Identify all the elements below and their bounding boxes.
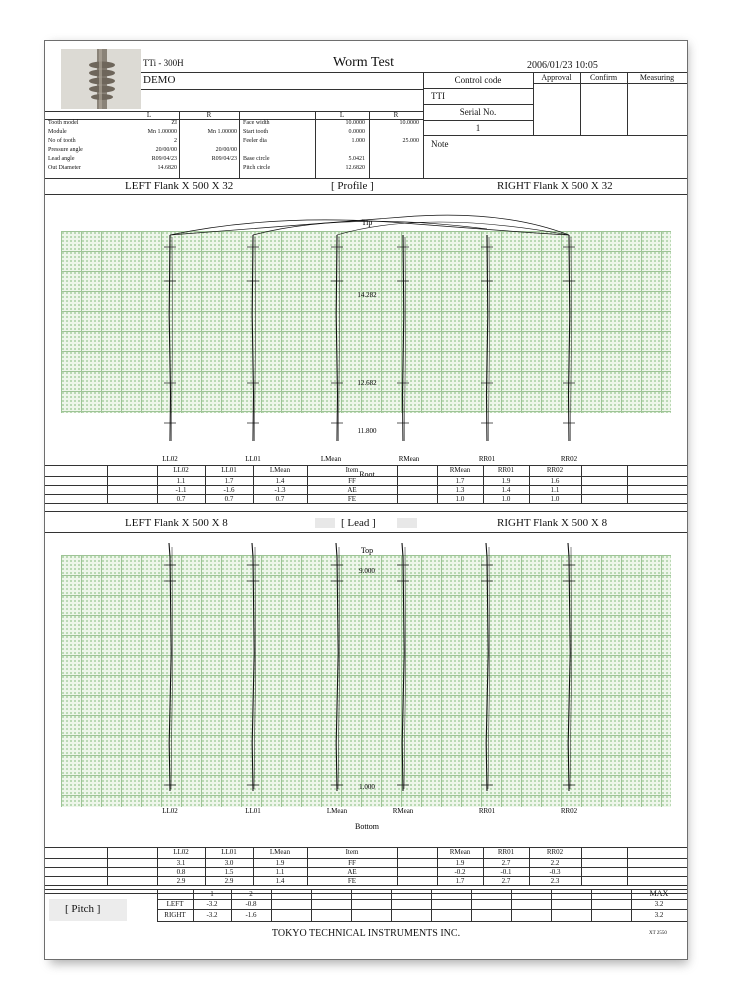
lead-top-label: Top [360, 546, 374, 555]
table-cell: 1.3 [455, 486, 465, 494]
profile-trace-2-alt [339, 237, 340, 441]
param-value: 12.6820 [345, 165, 365, 171]
table-header: RR01 [497, 466, 515, 474]
param-value: 14.6820 [157, 165, 177, 171]
serial-value: 1 [475, 123, 481, 133]
control-code-value: TTI [431, 91, 445, 101]
lead-trace-label: RMean [392, 807, 414, 815]
lead-trace-2 [336, 543, 338, 791]
report-sheet [44, 40, 688, 960]
pitch-col-1: 1 [210, 890, 214, 898]
param-value: 10.0000 [345, 120, 365, 126]
table-header: LL01 [221, 466, 237, 474]
table-cell: 1.1 [550, 486, 560, 494]
profile-trace-label: RR01 [478, 455, 496, 463]
report-title: Worm Test [333, 55, 395, 70]
table-header: LL02 [173, 466, 189, 474]
lead-trace-1 [252, 543, 254, 791]
pitch-right-v2: -1.6 [245, 911, 257, 919]
table-header: LMean [269, 848, 291, 856]
pitch-max-right: 3.2 [654, 911, 664, 919]
table-cell: FF [348, 859, 356, 867]
lead-trace-label: RR02 [560, 807, 578, 815]
lead-center-title-pad2 [397, 518, 417, 528]
param-label: Module [48, 129, 67, 135]
pitch-right-v1: -3.2 [206, 911, 218, 919]
profile-trace-4-alt [489, 237, 490, 441]
table-cell: FE [347, 495, 357, 503]
table-cell: 0.7 [224, 495, 234, 503]
table-cell: AE [347, 868, 357, 876]
table-cell: 1.7 [455, 477, 465, 485]
profile-tip-label: Tip [361, 218, 373, 227]
table-header: RR02 [546, 466, 564, 474]
table-header: LL01 [221, 848, 237, 856]
table-cell: 2.3 [550, 877, 560, 885]
profile-trace-label: LL02 [162, 455, 178, 463]
profile-trace-label: LMean [320, 455, 342, 463]
param-label: No of tooth [48, 138, 76, 144]
profile-right-title: RIGHT Flank X 500 X 32 [497, 180, 613, 192]
param-label: Tooth model [48, 120, 79, 126]
table-cell: FE [347, 877, 357, 885]
param-value: 20/00/00 [215, 147, 237, 153]
profile-trace-3 [403, 235, 404, 441]
lead-trace-label: LL01 [245, 807, 261, 815]
table-cell: -0.3 [549, 868, 561, 876]
table-cell: 2.9 [224, 877, 234, 885]
table-cell: 1.1 [275, 868, 285, 876]
table-cell: 1.7 [455, 877, 465, 885]
param-col-l: L [146, 111, 152, 119]
table-cell: 1.0 [501, 495, 511, 503]
profile-trace-label: RMean [398, 455, 420, 463]
note-label: Note [431, 139, 449, 149]
lead-center-title: [ Lead ] [341, 517, 376, 529]
lead-trace-0 [169, 543, 171, 791]
profile-root-label: Root [359, 470, 375, 479]
table-cell: -1.3 [274, 486, 286, 494]
table-cell: -1.6 [223, 486, 235, 494]
param-label: Base circle [243, 156, 270, 162]
profile-trace-1 [252, 235, 253, 441]
table-cell: -0.1 [500, 868, 512, 876]
table-cell: 2.2 [550, 859, 560, 867]
param-value: R09/04/23 [151, 156, 177, 162]
lead-marker: 9.000 [359, 567, 375, 575]
param-label: Lead angle [48, 156, 75, 162]
table-cell: 1.4 [275, 477, 285, 485]
param-value: 5.0421 [348, 156, 365, 162]
lead-right-title: RIGHT Flank X 500 X 8 [497, 517, 608, 529]
param-value: R09/04/23 [211, 156, 237, 162]
table-header: Item [345, 466, 359, 474]
serial-label: Serial No. [459, 107, 497, 117]
profile-marker: 12.682 [357, 379, 377, 387]
profile-trace-1-alt [255, 237, 256, 441]
param-col-l2: L [339, 111, 345, 119]
param-value: 25.000 [402, 138, 419, 144]
profile-trace-label: RR02 [560, 455, 578, 463]
lead-trace-label: RR01 [478, 807, 496, 815]
confirm-label: Confirm [589, 73, 618, 82]
profile-trace-0 [169, 235, 170, 441]
profile-trace-5 [569, 235, 570, 441]
measuring-label: Measuring [639, 73, 675, 82]
lead-trace-4 [486, 543, 488, 791]
lead-center-title-pad [315, 518, 335, 528]
param-col-r: R [206, 111, 212, 119]
table-header: Item [345, 848, 359, 856]
table-cell: 1.4 [275, 877, 285, 885]
profile-trace-0-alt [172, 237, 173, 441]
profile-center-title: [ Profile ] [331, 180, 374, 192]
table-cell: AE [347, 486, 357, 494]
param-label: Pitch circle [243, 165, 271, 171]
table-cell: 2.7 [501, 877, 511, 885]
table-cell: 1.0 [550, 495, 560, 503]
approval-label: Approval [541, 73, 572, 82]
param-value: 10.0000 [399, 120, 419, 126]
lead-marker: 1.000 [359, 783, 375, 791]
profile-trace-2 [336, 235, 337, 441]
control-code-label: Control code [454, 75, 502, 85]
lead-trace-3 [402, 543, 404, 791]
lead-trace-5 [568, 543, 570, 791]
param-label: Feeler dia [243, 138, 267, 144]
lead-trace-label: LMean [326, 807, 348, 815]
part-name: DEMO [143, 74, 176, 86]
report-datetime: 2006/01/23 10:05 [527, 60, 598, 71]
table-cell: 1.0 [455, 495, 465, 503]
table-cell: 1.6 [550, 477, 560, 485]
table-cell: 1.5 [224, 868, 234, 876]
table-cell: FF [348, 477, 356, 485]
table-cell: 2.9 [176, 877, 186, 885]
table-header: LMean [269, 466, 291, 474]
param-value: ZI [171, 120, 177, 126]
table-cell: 0.7 [176, 495, 186, 503]
lead-trace-label: LL02 [162, 807, 178, 815]
param-label: Pressure angle [48, 147, 83, 153]
table-cell: 1.9 [501, 477, 511, 485]
param-col-r2: R [393, 111, 399, 119]
pitch-max-label: MAX [649, 889, 669, 898]
lead-bottom-label: Bottom [354, 822, 380, 831]
param-value: 2 [174, 138, 177, 144]
profile-trace-4 [487, 235, 488, 441]
profile-left-title: LEFT Flank X 500 X 32 [125, 180, 234, 192]
lead-chart [45, 533, 687, 833]
param-label: Out Diameter [48, 165, 81, 171]
table-header: RMean [449, 848, 471, 856]
profile-marker: 14.282 [357, 291, 377, 299]
param-value: 20/00/00 [155, 147, 177, 153]
table-cell: 1.7 [224, 477, 234, 485]
machine-model: TTi - 300H [143, 58, 184, 68]
table-header: RR01 [497, 848, 515, 856]
footer-code: XT 2550 [649, 931, 667, 936]
table-cell: -0.2 [454, 868, 466, 876]
profile-marker: 11.800 [357, 427, 377, 435]
param-label: Start tooth [243, 129, 269, 135]
param-value: Mn 1.00000 [207, 129, 237, 135]
pitch-left-v2: -0.8 [245, 900, 257, 908]
pitch-left-label: LEFT [166, 900, 184, 908]
pitch-right-label: RIGHT [164, 911, 186, 919]
worm-photo [61, 49, 141, 109]
table-cell: 1.1 [176, 477, 186, 485]
param-value: 0.0000 [348, 129, 365, 135]
table-cell: 2.7 [501, 859, 511, 867]
table-cell: 1.9 [275, 859, 285, 867]
table-cell: 3.0 [224, 859, 234, 867]
pitch-label: [ Pitch ] [65, 903, 101, 915]
table-header: LL02 [173, 848, 189, 856]
footer-company: TOKYO TECHNICAL INSTRUMENTS INC. [271, 928, 461, 939]
table-cell: 1.9 [455, 859, 465, 867]
table-cell: -1.1 [175, 486, 187, 494]
pitch-left-v1: -3.2 [206, 900, 218, 908]
table-cell: 0.7 [275, 495, 285, 503]
profile-trace-label: LL01 [245, 455, 261, 463]
table-cell: 1.4 [501, 486, 511, 494]
table-header: RR02 [546, 848, 564, 856]
param-value: Mn 1.00000 [147, 129, 177, 135]
table-header: RMean [449, 466, 471, 474]
param-value: 1.000 [351, 138, 365, 144]
table-cell: 0.8 [176, 868, 186, 876]
profile-trace-5-alt [571, 237, 572, 441]
pitch-col-2: 2 [249, 890, 253, 898]
table-cell: 3.1 [176, 859, 186, 867]
param-label: Face width [243, 120, 270, 126]
pitch-max-left: 3.2 [654, 900, 664, 908]
lead-left-title: LEFT Flank X 500 X 8 [125, 517, 228, 529]
profile-trace-3-alt [405, 237, 406, 441]
